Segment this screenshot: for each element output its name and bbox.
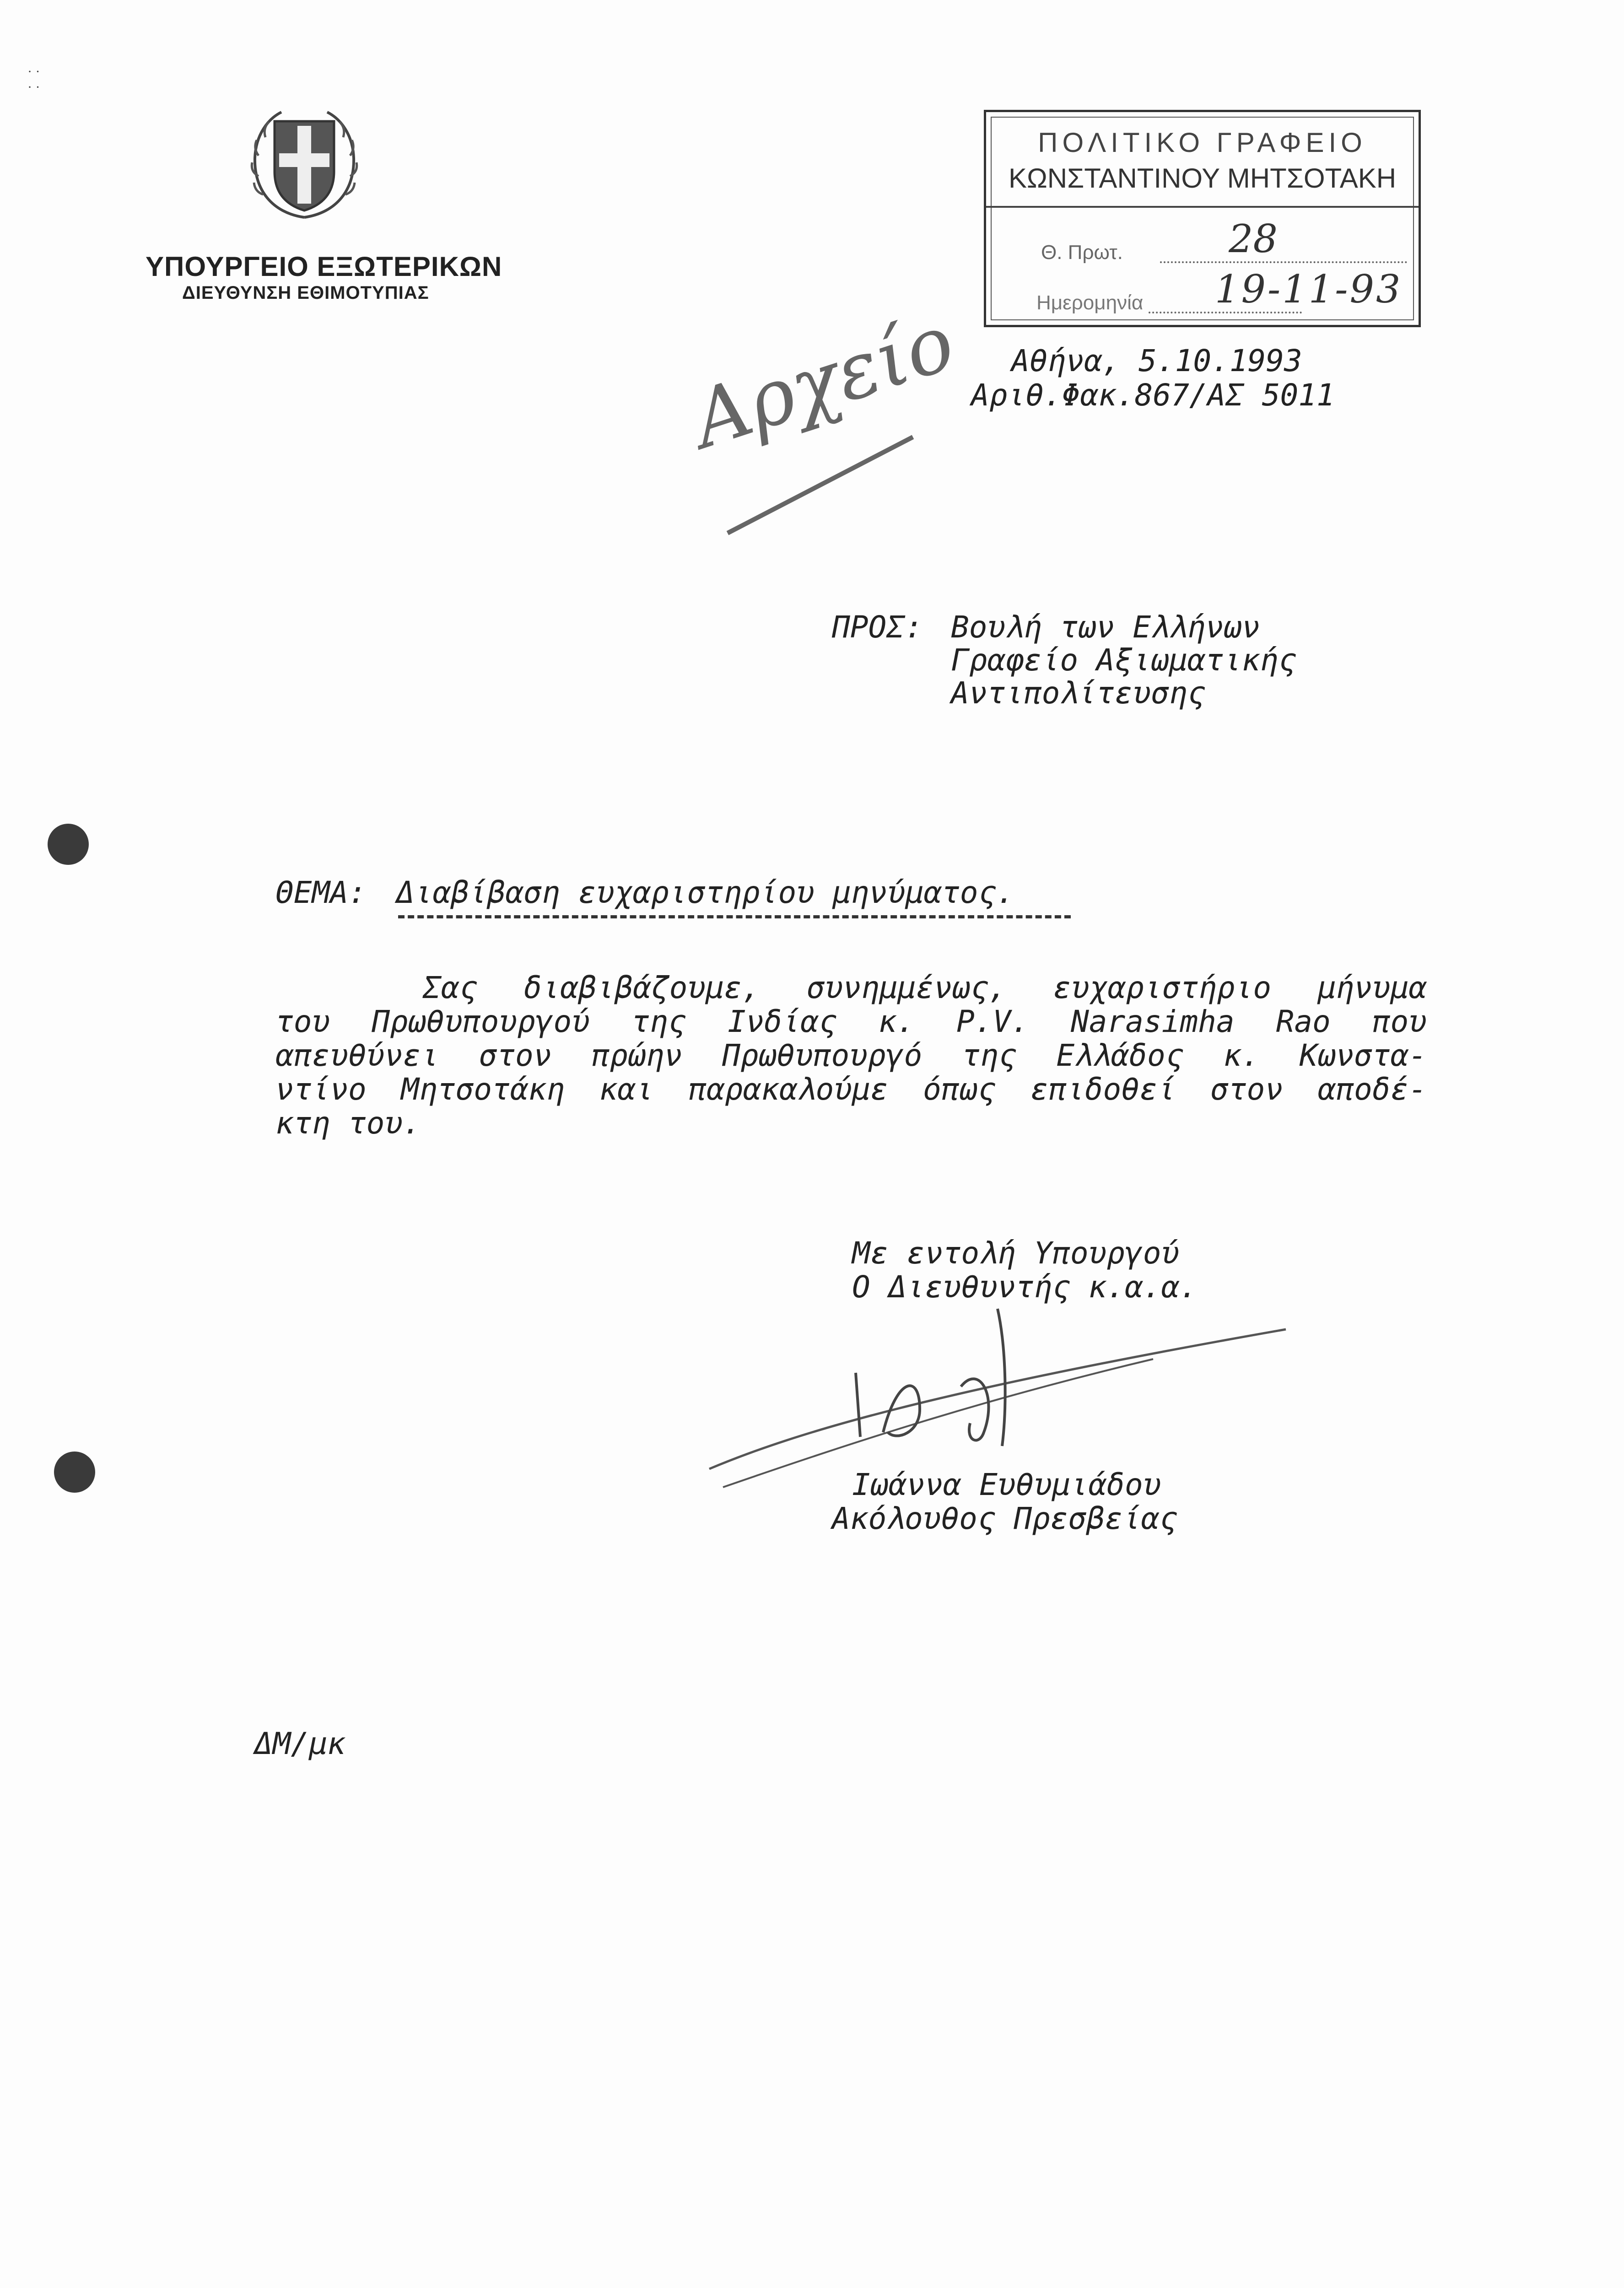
punch-hole (48, 824, 89, 865)
recipient-line: Αντιπολίτευσης (951, 675, 1206, 711)
stamp-office-title: ΠΟΛΙΤΙΚΟ ΓΡΑΦΕΙΟ (1038, 127, 1367, 158)
city-date: Αθήνα, 5.10.1993 (1011, 343, 1302, 378)
scan-specks: · · · · (27, 64, 40, 95)
stamp-date-value: 19-11-93 (1215, 267, 1403, 312)
stamp-divider (986, 206, 1419, 208)
body-line: του Πρωθυπουργού της Ινδίας κ. P.V. Narasimha Rao που (275, 1004, 1427, 1039)
typist-initials: ΔΜ/μκ (254, 1726, 345, 1761)
body-line: ντίνο Μητσοτάκη και παρακαλούμε όπως επιδοθεί στον αποδέ- (275, 1072, 1427, 1107)
signatory-role: Ακόλουθος Πρεσβείας (832, 1501, 1177, 1536)
signatory-name: Ιωάννα Ευθυμιάδου (852, 1467, 1161, 1502)
stamp-office-owner: ΚΩΝΣΤΑΝΤΙΝΟΥ ΜΗΤΣΟΤΑΚΗ (1008, 163, 1397, 194)
file-reference: Αριθ.Φακ.867/ΑΣ 5011 (971, 378, 1335, 413)
stamp-protocol-value: 28 (1229, 216, 1278, 261)
recipient-line: Γραφείο Αξιωματικής (951, 642, 1296, 678)
archive-underline (723, 430, 920, 540)
signature-by-order: Με εντολή Υπουργού (852, 1236, 1180, 1271)
punch-hole (54, 1452, 95, 1493)
body-line: απευθύνει στον πρώην Πρωθυπουργό της Ελλάδος κ. Κωνστα- (275, 1038, 1427, 1073)
body-line: Σας διαβιβάζουμε, συνημμένως, ευχαριστήριο μήνυμα (423, 970, 1427, 1005)
subject-label: ΘΕΜΑ: (275, 875, 367, 910)
stamp-protocol-label: Θ. Πρωτ. (1041, 241, 1123, 264)
recipient-label: ΠΡΟΣ: (832, 610, 923, 645)
stamp-protocol-dots (1160, 235, 1407, 263)
ministry-name: ΥΠΟΥΡΓΕΙΟ ΕΞΩΤΕΡΙΚΩΝ (146, 251, 502, 282)
body-line: κτη του. (275, 1106, 421, 1141)
subject-text: Διαβίβαση ευχαριστηρίου μηνύματος. (396, 875, 1015, 910)
stamp-date-label: Ημερομηνία (1036, 291, 1144, 314)
archive-note: Αρχείο (682, 297, 965, 466)
directorate-name: ΔΙΕΥΘΥΝΣΗ ΕΘΙΜΟΤΥΠΙΑΣ (182, 283, 429, 303)
subject-underline (398, 915, 1071, 918)
greek-coat-of-arms-icon (245, 103, 364, 222)
signature-director: Ο Διευθυντής κ.α.α. (852, 1269, 1198, 1305)
office-stamp (984, 110, 1421, 327)
recipient-line: Βουλή των Ελλήνων (951, 610, 1260, 645)
